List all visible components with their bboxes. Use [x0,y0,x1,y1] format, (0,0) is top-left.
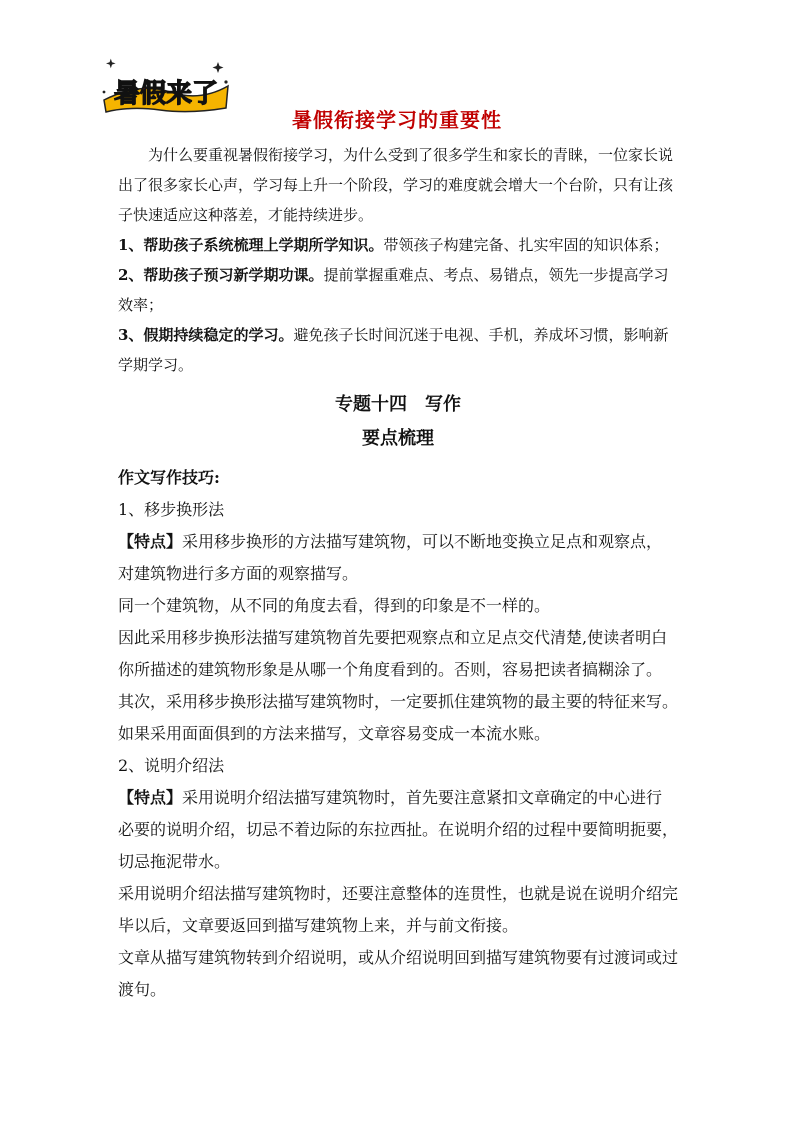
benefit-text: 带领孩子构建完备、扎实牢固的知识体系； [383,236,669,254]
page-title: 暑假衔接学习的重要性 [292,108,502,132]
method-paragraph: 同一个建筑物，从不同的角度去看，得到的印象是不一样的。 [118,596,551,615]
method-feature [118,782,678,878]
benefit-item [118,320,678,380]
method-paragraph: 文章从描写建筑物转到介绍说明，或从介绍说明回到描写建筑物要有过渡词或过渡句。 [118,948,679,999]
method-name: 1、移步换形法 [118,500,225,519]
document-body [118,140,678,1006]
benefit-text: 避免孩子长时间沉迷于电视、手机，养成坏习惯，影响新学期学习。 [118,326,669,374]
skills-heading: 作文写作技巧: [118,468,220,487]
intro-paragraph: 为什么要重视暑假衔接学习，为什么受到了很多学生和家长的青睐，一位家长说出了很多家长心声，学习每上升一个阶段，学习的难度就会增大一个台阶，只有让孩子快速适应这种落差，才能持续进步。 [118,146,674,224]
logo-text: 暑假来了 [113,79,219,109]
section-subtitle: 要点梳理 [362,428,434,449]
method-name: 2、说明介绍法 [118,756,225,775]
benefit-heading: 2、帮助孩子预习新学期功课。 [118,266,324,284]
method-feature [118,526,678,590]
benefit-heading: 1、帮助孩子系统梳理上学期所学知识。 [118,236,384,254]
section-title: 专题十四 写作 [335,394,461,415]
feature-label: 【特点】 [118,788,183,807]
method-paragraph: 其次，采用移步换形法描写建筑物时，一定要抓住建筑物的最主要的特征来写。如果采用面面俱到的方法来描写，文章容易变成一本流水账。 [118,692,679,743]
feature-text: 采用移步换形的方法描写建筑物，可以不断地变换立足点和观察点，对建筑物进行多方面的观察描写。 [118,532,663,583]
benefit-heading: 3、假期持续稳定的学习。 [118,326,294,344]
benefit-item [118,260,678,320]
feature-text: 采用说明介绍法描写建筑物时，首先要注意紧扣文章确定的中心进行必要的说明介绍，切忌不着边际的东拉西扯。在说明介绍的过程中要简明扼要，切忌拖泥带水。 [118,788,679,871]
feature-label: 【特点】 [118,532,183,551]
benefit-text: 提前掌握重难点、考点、易错点，领先一步提高学习效率； [118,266,669,314]
skills-block [118,462,678,1006]
benefit-item [118,230,678,260]
method-paragraph: 采用说明介绍法描写建筑物时，还要注意整体的连贯性，也就是说在说明介绍完毕以后，文章要返回到描写建筑物上来，并与前文衔接。 [118,884,679,935]
method-paragraph: 因此采用移步换形法描写建筑物首先要把观察点和立足点交代清楚,使读者明白你所描述的建筑物形象是从哪一个角度看到的。否则，容易把读者搞糊涂了。 [118,628,668,679]
